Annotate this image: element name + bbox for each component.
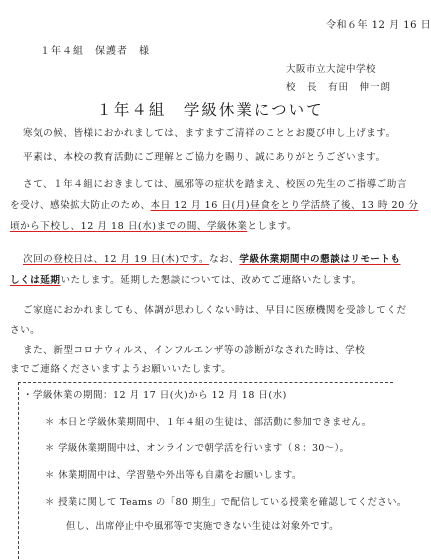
notice-item-exception: 但し、出席停止中や風邪等で実施できない生徒は対象外です。: [66, 521, 339, 532]
school-name: 大阪市立大淀中学校: [286, 64, 377, 75]
paragraph-closure-line3: [10, 220, 297, 233]
notice-item-outing: ＊ 休業期間中は、学習塾や外出等も自粛をお願いします。: [45, 470, 302, 481]
paragraph-contact-line2: までご連絡くださいますようお願いいたします。: [10, 364, 232, 375]
document-date: 令和６年 12 月 16 日: [326, 20, 431, 31]
paragraph-next-day-line2: [10, 274, 362, 287]
notice-item-club: ＊ 本日と学級休業期間中、１年４組の生徒は、部活動に参加できません。: [45, 417, 372, 428]
closure-text: を受け、感染拡大防止のため、: [10, 200, 151, 211]
meeting-postpone-highlight: しくは延期: [10, 275, 61, 286]
closure-text-end: とします。: [247, 221, 298, 232]
principal-name: 校 長 有田 伸一朗: [286, 82, 392, 93]
document-title: １年４組 学級休業について: [96, 101, 324, 119]
postpone-text: いたします。延期した懇談については、改めてご連絡いたします。: [60, 275, 362, 286]
next-school-day: 次回の登校日は、12 月 19 日(木)です。: [23, 254, 210, 265]
paragraph-next-day-line1: [23, 253, 401, 266]
paragraph-health-line2: さい。: [10, 325, 41, 336]
paragraph-contact-line1: また、新型コロナウィルス、インフルエンザ等の診断がなされた時は、学校: [23, 345, 366, 356]
paragraph-closure-line2: [10, 199, 418, 212]
closure-period-heading: ・学級休業の期間：12 月 17 日(火)から 12 月 18 日(水): [23, 390, 287, 401]
notice-item-online: ＊ 学級休業期間中は、オンラインで朝学活を行います（８：30〜）。: [45, 443, 350, 454]
meeting-remote-highlight: 学級休業期間中の懇談はリモートも: [239, 254, 401, 265]
paragraph-health-line1: ご家庭におかれましても、体調が思わしくない時は、早目に医療機関を受診してくだ: [23, 305, 407, 316]
closure-period-highlight: 頃から下校し、12 月 18 日(水)までの間、学級休業: [10, 221, 248, 232]
paragraph-thanks: 平素は、本校の教育活動にご理解とご協力を賜り、誠にありがとうございます。: [23, 152, 386, 163]
note-text: なお、: [209, 254, 240, 265]
recipient-line: １年４組 保護者 様: [40, 46, 150, 57]
notice-item-teams: ＊ 授業に関して Teams の「80 期生」で配信している授業を確認してください。: [45, 497, 407, 508]
closure-time-highlight: 本日 12 月 16 日(月)昼食をとり学活終了後、13 時 20 分: [150, 200, 419, 211]
paragraph-closure-line1: さて、１年４組におきましては、風邪等の症状を踏まえ、校医の先生のご指導ご助言: [23, 179, 407, 190]
paragraph-greeting: 寒気の候、皆様におかれましては、ますますご清祥のこととお慶び申し上げます。: [23, 128, 396, 139]
